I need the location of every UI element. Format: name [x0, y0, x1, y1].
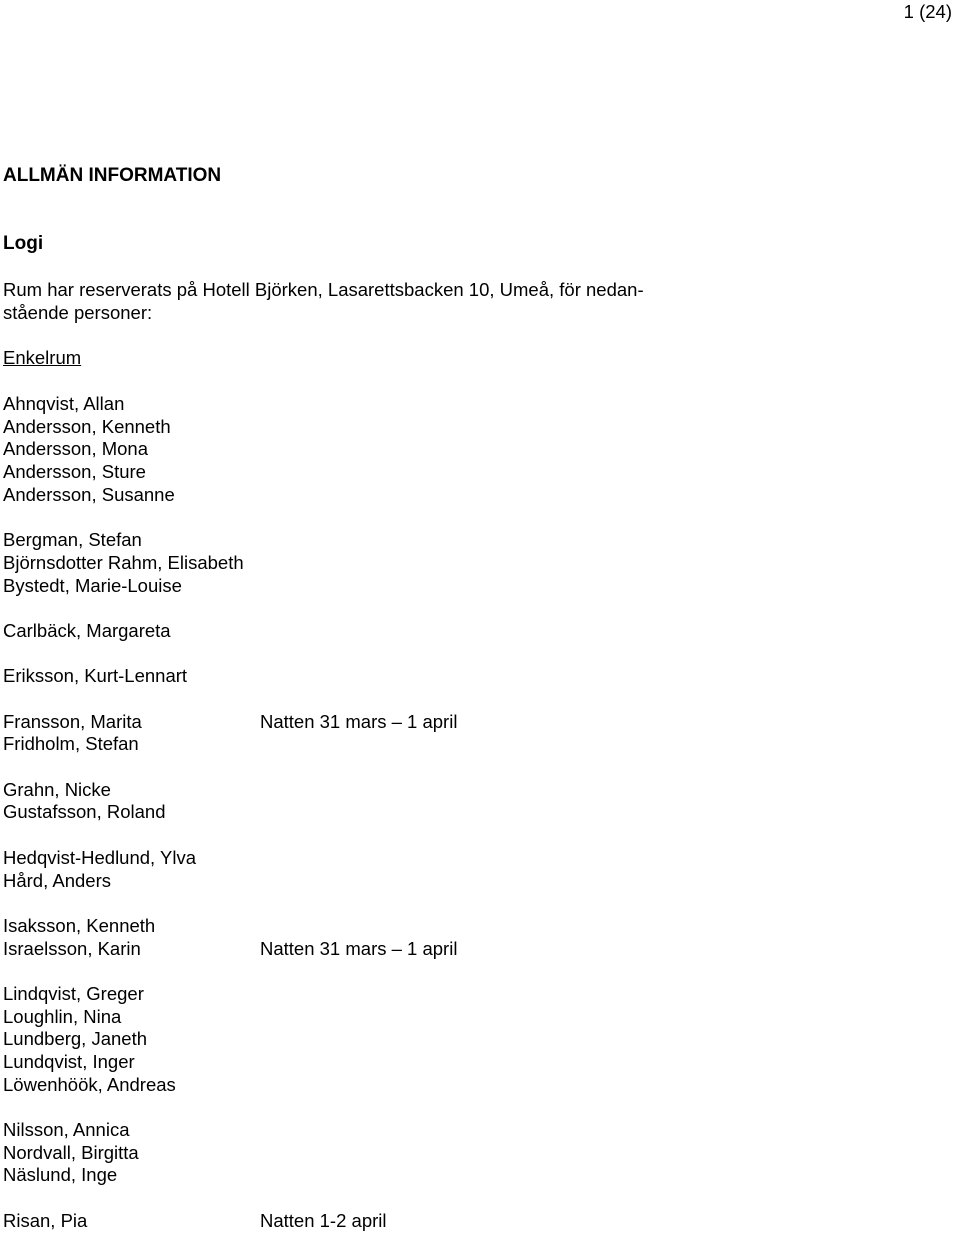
guest-row	[3, 711, 943, 734]
guest-group	[3, 1210, 943, 1233]
guest-name: Hård, Anders	[3, 869, 111, 891]
guest-row	[3, 847, 943, 870]
guest-row	[3, 870, 943, 893]
guest-row	[3, 733, 943, 756]
guest-name: Bergman, Stefan	[3, 529, 142, 551]
guest-name: Lundqvist, Inger	[3, 1051, 135, 1073]
guest-group	[3, 847, 943, 892]
guest-row	[3, 620, 943, 643]
guest-row	[3, 529, 943, 552]
section-heading: Logi	[3, 233, 44, 254]
guest-row	[3, 665, 943, 688]
guest-group	[3, 1119, 943, 1187]
guest-row	[3, 779, 943, 802]
guest-name: Loughlin, Nina	[3, 1005, 122, 1027]
guest-name: Hedqvist-Hedlund, Ylva	[3, 846, 196, 868]
guest-row	[3, 938, 943, 961]
guest-row	[3, 915, 943, 938]
intro-paragraph	[3, 279, 703, 324]
guest-group	[3, 915, 943, 960]
guest-group	[3, 711, 943, 756]
guest-row	[3, 1142, 943, 1165]
guest-name: Andersson, Kenneth	[3, 415, 171, 437]
guest-row	[3, 416, 943, 439]
guest-name: Löwenhöök, Andreas	[3, 1073, 176, 1095]
stay-note: Natten 31 mars – 1 april	[260, 710, 458, 732]
guest-name: Nilsson, Annica	[3, 1119, 130, 1141]
guest-row	[3, 438, 943, 461]
room-category: Enkelrum	[3, 347, 82, 369]
guest-name: Nordvall, Birgitta	[3, 1141, 139, 1163]
guest-row	[3, 393, 943, 416]
guest-group	[3, 665, 943, 688]
guest-name: Fransson, Marita	[3, 710, 142, 732]
guest-row	[3, 1051, 943, 1074]
guest-name: Andersson, Sture	[3, 461, 146, 483]
guest-group	[3, 620, 943, 643]
guest-row	[3, 1074, 943, 1097]
guest-name: Lindqvist, Greger	[3, 982, 144, 1004]
guest-row	[3, 1006, 943, 1029]
intro-line: Rum har reserverats på Hotell Björken, Lasarettsbacken 10, Umeå, för nedan-	[3, 279, 644, 300]
guest-group	[3, 983, 943, 1096]
guest-row	[3, 1210, 943, 1233]
guest-group	[3, 393, 943, 506]
guest-name: Andersson, Susanne	[3, 483, 175, 505]
guest-name: Gustafsson, Roland	[3, 801, 166, 823]
document-content	[3, 165, 943, 1255]
page-number: 1 (24)	[903, 1, 952, 22]
guest-name: Grahn, Nicke	[3, 778, 111, 800]
guest-name: Björnsdotter Rahm, Elisabeth	[3, 551, 244, 573]
guest-row	[3, 552, 943, 575]
guest-group	[3, 779, 943, 824]
guest-row	[3, 801, 943, 824]
guest-name: Carlbäck, Margareta	[3, 619, 171, 641]
guest-row	[3, 575, 943, 598]
stay-note: Natten 31 mars – 1 april	[260, 937, 458, 959]
intro-line: stående personer:	[3, 301, 153, 323]
guest-row	[3, 1028, 943, 1051]
guest-row	[3, 983, 943, 1006]
guest-row	[3, 1164, 943, 1187]
guest-name: Bystedt, Marie-Louise	[3, 574, 182, 596]
guest-name: Fridholm, Stefan	[3, 733, 139, 755]
guest-name: Näslund, Inge	[3, 1164, 118, 1186]
guest-row	[3, 1119, 943, 1142]
guest-row	[3, 484, 943, 507]
guest-list	[3, 393, 943, 1232]
guest-name: Israelsson, Karin	[3, 937, 141, 959]
guest-name: Risan, Pia	[3, 1209, 88, 1231]
guest-name: Isaksson, Kenneth	[3, 914, 156, 936]
stay-note: Natten 1-2 april	[260, 1209, 387, 1231]
guest-name: Ahnqvist, Allan	[3, 393, 125, 415]
guest-row	[3, 461, 943, 484]
guest-name: Eriksson, Kurt-Lennart	[3, 665, 188, 687]
guest-name: Lundberg, Janeth	[3, 1028, 148, 1050]
guest-group	[3, 529, 943, 597]
page-title: ALLMÄN INFORMATION	[3, 165, 222, 186]
guest-name: Andersson, Mona	[3, 438, 149, 460]
